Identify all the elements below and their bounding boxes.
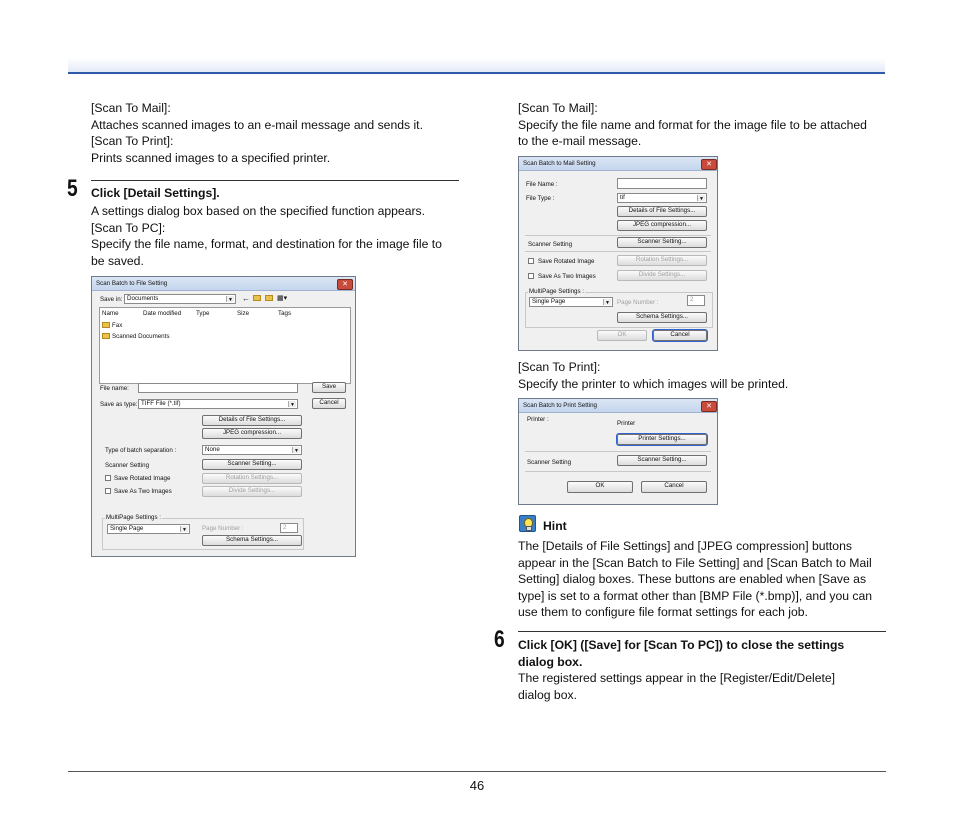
file-type-value: tif [620,194,625,201]
heading-line: dialog box. [518,654,583,669]
file-name-field[interactable] [617,178,707,189]
save-rotated-checkbox[interactable] [528,258,534,264]
scanner-setting-button[interactable]: Scanner Setting... [617,237,707,248]
save-button[interactable]: Save [312,382,346,393]
left-intro [91,100,423,166]
footer-rule [68,771,886,772]
intro-line: Specify the file name and format for the image file to be attached [518,117,867,132]
file-type-select[interactable] [617,193,707,203]
heading-line: Click [OK] ([Save] for [Scan To PC]) to close the settings [518,638,845,652]
header-bar [68,58,885,74]
save-rotated-label: Save Rotated Image [538,258,595,265]
body-line: dialog box. [518,687,577,702]
intro-line: [Scan To Print]: [91,134,174,148]
rotation-settings-button[interactable]: Rotation Settings... [202,473,302,484]
dialog-title: Scan Batch to File Setting [96,280,168,287]
chevron-down-icon: ▼ [226,296,234,302]
mail-intro [518,100,867,150]
body-line: The registered settings appear in the [Register/Edit/Delete] [518,671,836,685]
dialog-title: Scan Batch to Print Setting [523,402,597,409]
list-item[interactable] [102,333,169,340]
step-heading [518,637,844,670]
file-list[interactable] [99,307,351,384]
close-icon[interactable]: ✕ [701,159,717,170]
intro-line: [Scan To Mail]: [91,101,171,115]
details-file-settings-button[interactable]: Details of File Settings... [202,415,302,426]
page-number-label: Page Number : [202,525,244,532]
column-header[interactable]: Tags [278,310,292,317]
body-line: Specify the file name, format, and destination for the image file to [91,237,442,251]
ok-button[interactable]: OK [567,481,633,493]
printer-value: Printer [617,420,636,427]
jpeg-compression-button[interactable]: JPEG compression... [202,428,302,439]
column-header[interactable]: Type [196,310,210,317]
intro-line: Specify the printer to which images will be printed. [518,376,789,391]
scanner-setting-label: Scanner Setting [527,459,572,466]
hint-line: The [Details of File Settings] and [JPEG compression] buttons [518,539,852,553]
intro-line: [Scan To Print]: [518,360,601,374]
view-menu-icon[interactable]: ▦▾ [277,295,288,302]
schema-settings-button[interactable]: Schema Settings... [202,535,302,546]
item-label: Scanned Documents [112,333,170,340]
page-number: 46 [469,778,485,793]
save-in-label: Save in: [100,296,123,303]
multipage-value: Single Page [110,525,144,532]
intro-line: to the e-mail message. [518,134,642,148]
scanner-setting-label: Scanner Setting [528,241,573,248]
step-rule [91,180,459,181]
jpeg-compression-button[interactable]: JPEG compression... [617,220,707,231]
new-folder-icon[interactable] [265,295,275,302]
step-rule [518,631,886,632]
save-two-images-label: Save As Two Images [114,488,172,495]
body-line: [Scan To PC]: [91,220,166,235]
hint-line: type] is set to a format other than [BMP File (*.bmp)], and you can [518,588,873,603]
chevron-down-icon: ▼ [288,401,296,407]
cancel-button[interactable]: Cancel [312,398,346,409]
hint-line: use them to configure file format settings for each job. [518,605,808,619]
step-body [518,670,835,703]
cancel-button[interactable]: Cancel [641,481,707,493]
page-number-field[interactable]: 2 [280,523,298,533]
back-arrow-icon[interactable]: ← [242,294,250,303]
item-label: Fax [112,322,123,329]
divider [525,235,711,236]
divide-settings-button[interactable]: Divide Settings... [617,270,707,281]
schema-settings-button[interactable]: Schema Settings... [617,312,707,323]
print-setting-dialog [518,398,718,505]
dialog-titlebar [519,157,717,171]
hint-body [518,538,872,621]
cancel-button[interactable]: Cancel [653,330,707,341]
chevron-down-icon: ▼ [603,299,611,305]
intro-line: Attaches scanned images to an e-mail message and sends it. [91,117,423,132]
up-folder-icon[interactable] [253,295,263,302]
step-number-6: 6 [494,626,505,653]
chevron-down-icon: ▼ [292,447,300,453]
hint-line: Setting] dialog boxes. These buttons are enabled when [Save as [518,572,867,586]
multipage-select[interactable] [107,524,190,534]
multipage-select[interactable] [529,297,613,307]
dialog-title: Scan Batch to Mail Setting [523,160,596,167]
column-header[interactable]: Name [102,310,119,317]
scanner-setting-button[interactable]: Scanner Setting... [617,455,707,466]
multipage-label: MultiPage Settings : [529,288,585,295]
mail-setting-dialog [518,156,718,351]
page-number-label: Page Number : [617,299,659,306]
page-number-field[interactable]: 2 [687,295,705,306]
chevron-down-icon: ▼ [697,195,705,201]
save-two-images-label: Save As Two Images [538,273,596,280]
save-two-images-checkbox[interactable] [105,488,111,494]
save-in-value: Documents [127,295,159,302]
file-setting-dialog [91,276,356,557]
step-number-5: 5 [67,175,78,202]
printer-settings-button[interactable]: Printer Settings... [617,434,707,445]
body-line: A settings dialog box based on the specified function appears. [91,204,426,218]
hint-line: appear in the [Scan Batch to File Setting] and [Scan Batch to Mail [518,555,872,570]
file-name-label: File name: [100,385,129,392]
multipage-value: Single Page [532,298,566,305]
body-line: be saved. [91,253,144,268]
list-item[interactable] [102,322,122,329]
multipage-label: MultiPage Settings : [106,514,162,521]
file-name-field[interactable] [138,383,298,393]
batch-separation-value: None [205,446,220,453]
divider [525,471,711,472]
file-type-label: File Type : [526,195,555,202]
save-rotated-label: Save Rotated Image [114,475,171,482]
ok-button[interactable]: OK [597,330,647,341]
print-intro [518,359,788,392]
scanner-setting-button[interactable]: Scanner Setting... [202,459,302,470]
close-icon[interactable]: ✕ [337,279,353,290]
column-header[interactable]: Date modified [143,310,182,317]
save-as-type-label: Save as type: [100,401,138,408]
save-as-type-value: TIFF File (*.tif) [141,400,181,407]
divider [525,251,711,252]
rotation-settings-button[interactable]: Rotation Settings... [617,255,707,266]
batch-separation-label: Type of batch separation : [105,447,177,454]
dialog-titlebar [519,399,717,413]
file-name-label: File Name : [526,181,558,188]
scanner-setting-label: Scanner Setting [105,462,150,469]
batch-separation-select[interactable] [202,445,302,455]
save-rotated-checkbox[interactable] [105,475,111,481]
close-icon[interactable]: ✕ [701,401,717,412]
details-file-settings-button[interactable]: Details of File Settings... [617,206,707,217]
dialog-titlebar [92,277,355,291]
column-header[interactable]: Size [237,310,250,317]
divide-settings-button[interactable]: Divide Settings... [202,486,302,497]
folder-icon [102,322,110,328]
save-two-images-checkbox[interactable] [528,273,534,279]
folder-icon [102,333,110,339]
intro-line: [Scan To Mail]: [518,101,598,115]
step-heading: Click [Detail Settings]. [91,186,220,200]
lightbulb-icon [519,515,536,532]
chevron-down-icon: ▼ [180,526,188,532]
save-as-type-select[interactable] [138,399,298,409]
intro-line: Prints scanned images to a specified printer. [91,150,331,165]
printer-label: Printer : [527,416,549,423]
step-body [91,203,442,269]
hint-title: Hint [543,519,567,533]
save-in-select[interactable] [124,294,236,304]
divider [525,451,711,452]
